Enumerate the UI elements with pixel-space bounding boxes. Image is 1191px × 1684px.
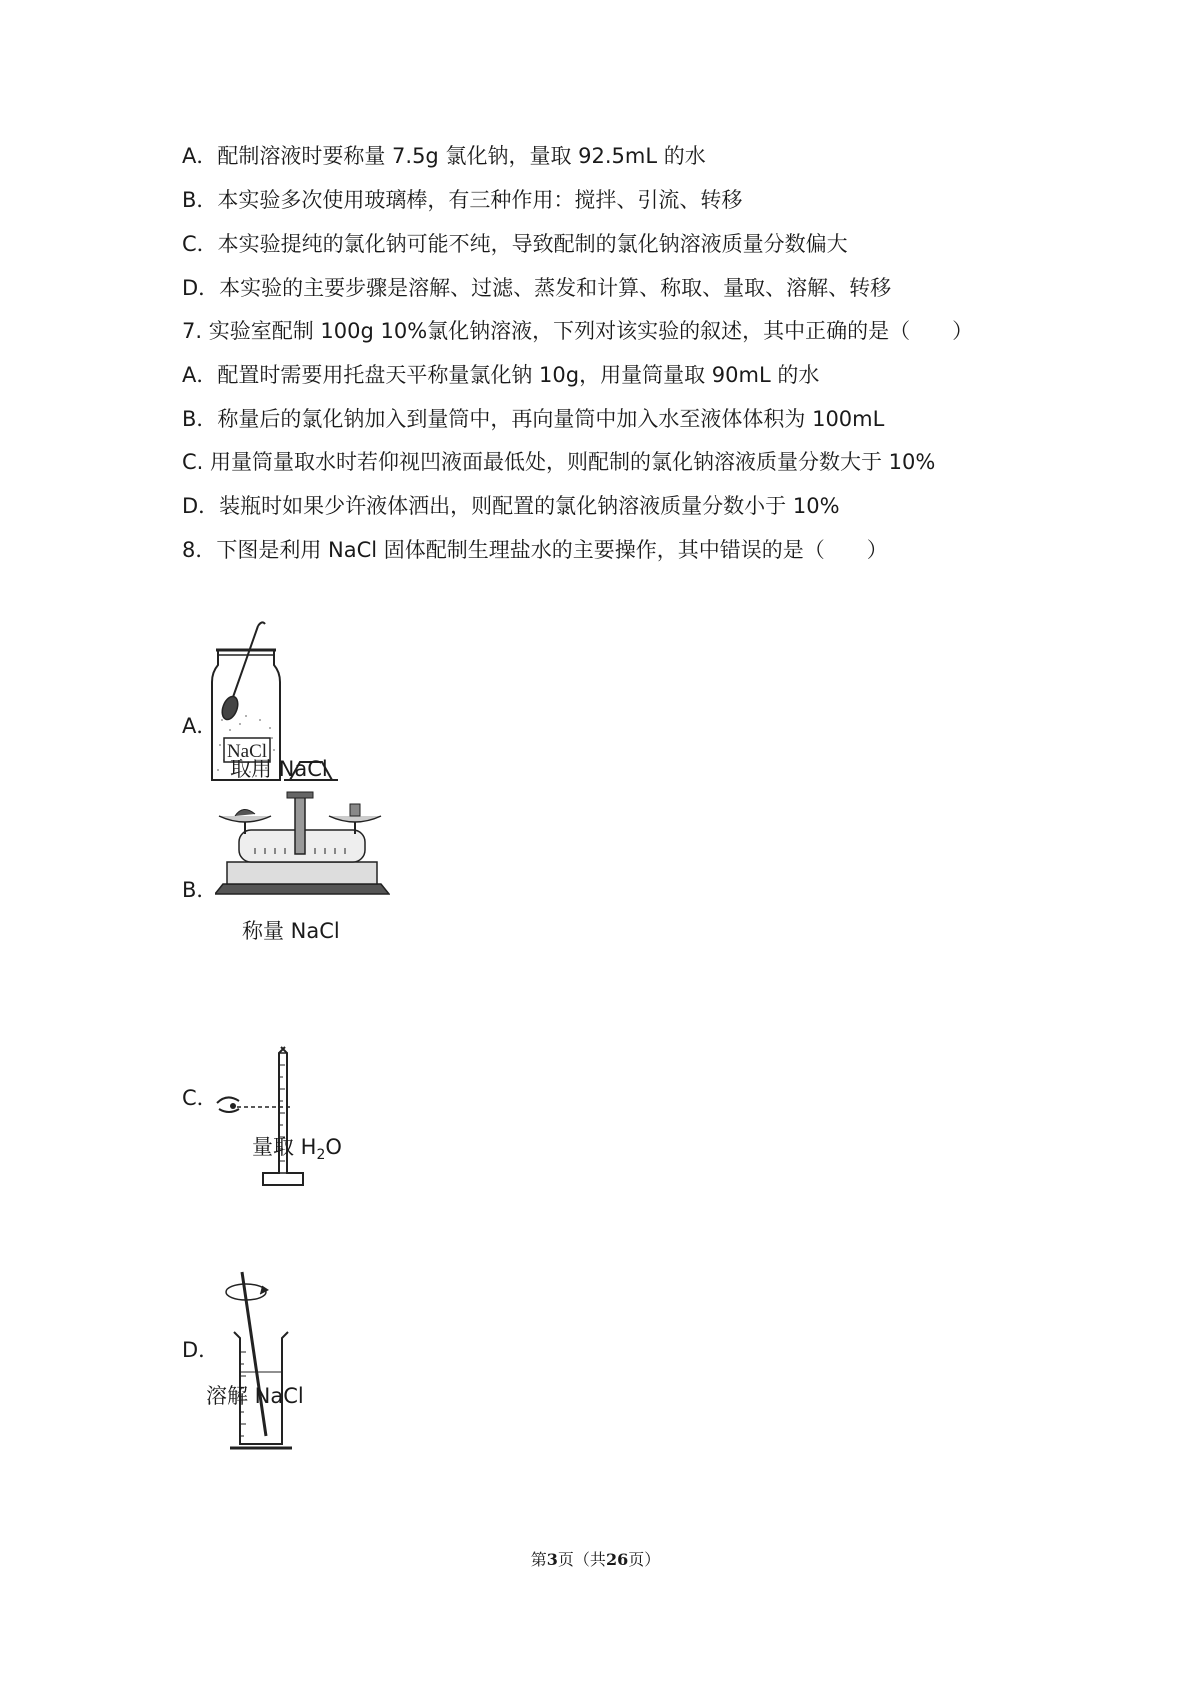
q7-stem: 7. 实验室配制 100g 10%氯化钠溶液，下列对该实验的叙述，其中正确的是（ ）	[182, 319, 974, 343]
q6-option-b: B．本实验多次使用玻璃棒，有三种作用：搅拌、引流、转移	[182, 188, 743, 212]
q8-option-c-letter: C．	[182, 1086, 218, 1110]
q7-option-d: D．装瓶时如果少许液体洒出，则配置的氯化钠溶液质量分数小于 10%	[182, 494, 840, 518]
q6-option-c: C．本实验提纯的氯化钠可能不纯，导致配制的氯化钠溶液质量分数偏大	[182, 232, 848, 256]
q8-option-d-letter: D．	[182, 1338, 220, 1362]
q8-stem: 8．下图是利用 NaCl 固体配制生理盐水的主要操作，其中错误的是（ ）	[182, 538, 888, 562]
nacl-label: NaCl	[226, 741, 268, 762]
q7-option-c: C. 用量筒量取水时若仰视凹液面最低处，则配制的氯化钠溶液质量分数大于 10%	[182, 450, 936, 474]
q7-option-b: B．称量后的氯化钠加入到量筒中，再向量筒中加入水至液体体积为 100mL	[182, 407, 885, 431]
q8-option-b-letter: B．	[182, 878, 218, 902]
q7-option-a: A．配置时需要用托盘天平称量氯化钠 10g，用量筒量取 90mL 的水	[182, 363, 820, 387]
balance-scale-icon	[215, 790, 390, 898]
q6-option-a: A．配制溶液时要称量 7.5g 氯化钠，量取 92.5mL 的水	[182, 144, 706, 168]
q8-caption-c: 量取 $H_2O$	[252, 1135, 342, 1164]
q6-option-d: D．本实验的主要步骤是溶解、过滤、蒸发和计算、称取、量取、溶解、转移	[182, 276, 892, 300]
q8-option-a-letter: A．	[182, 714, 218, 738]
q8-caption-b: 称量 NaCl	[242, 919, 340, 943]
q8-caption-a: 取用 NaCl	[230, 757, 328, 781]
q8-caption-d: 溶解 NaCl	[206, 1384, 304, 1408]
page-footer: 第3页（共26页）	[530, 1550, 661, 1569]
cylinder-stirring-icon	[222, 1268, 302, 1458]
